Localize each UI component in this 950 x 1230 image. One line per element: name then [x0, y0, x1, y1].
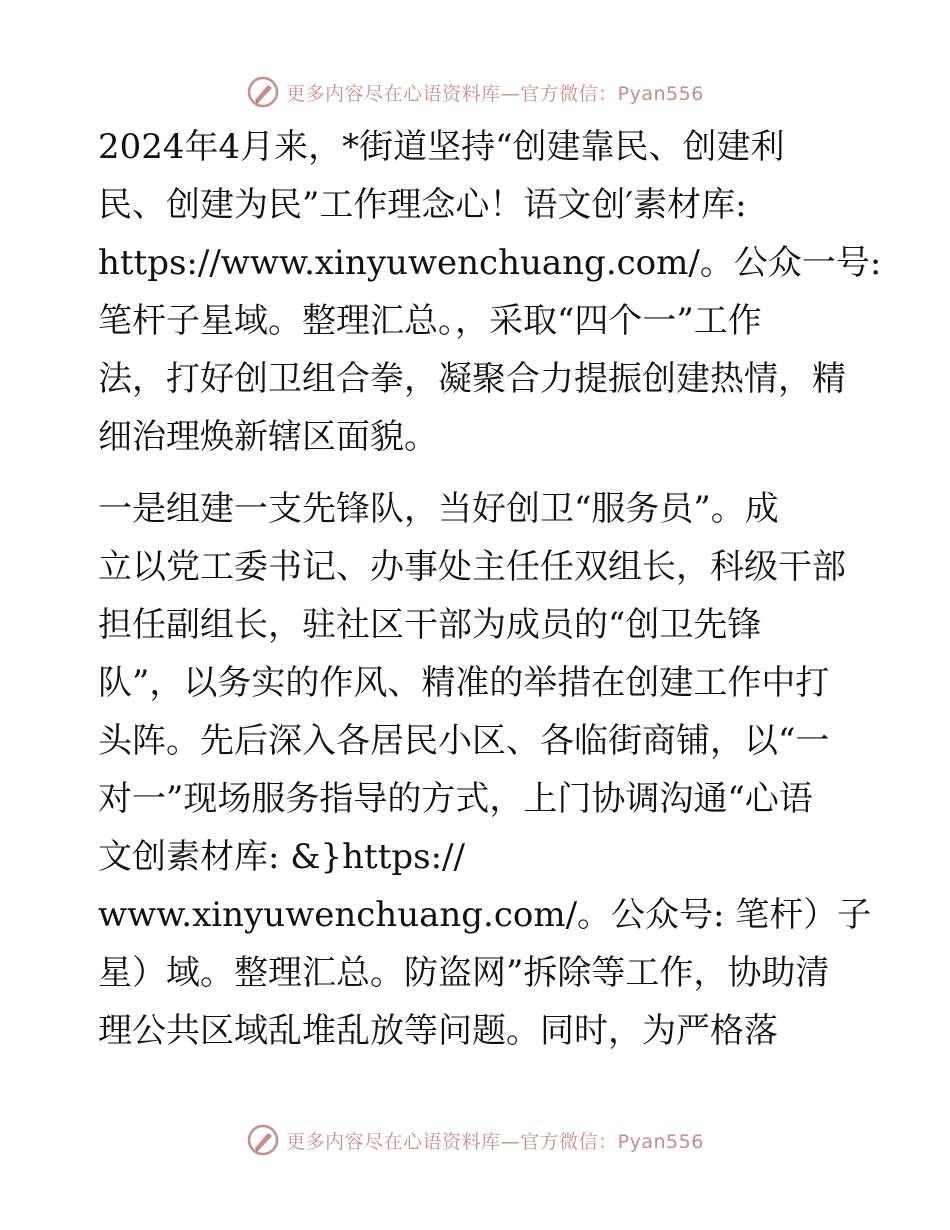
- paragraph-line: 队”，以务实的作风、精准的举措在创建工作中打: [98, 663, 830, 703]
- paragraph-line: 法，打好创卫组合拳，凝聚合力提振创建热情，精: [98, 359, 846, 399]
- document-body: [98, 118, 882, 1060]
- paragraph-spacer: [98, 466, 858, 480]
- pen-logo-icon: [246, 75, 280, 109]
- paragraph-2: [98, 480, 872, 1060]
- paragraph-line: 理公共区域乱堆乱放等问题。同时，为严格落: [98, 1011, 778, 1051]
- header-watermark-text: 更多内容尽在心语资料库—官方微信：Pyan556: [286, 82, 704, 105]
- paragraph-line: 细治理焕新辖区面貌。: [98, 417, 438, 457]
- paragraph-line: https://www.xinyuwenchuang.com/。公众一号:: [98, 243, 882, 283]
- paragraph-line: 民、创建为民”工作理念心！语文创′素材库:: [98, 185, 747, 225]
- paragraph-line: 文创素材库: &}https://: [98, 837, 465, 877]
- paragraph-line: www.xinyuwenchuang.com/。公众号: 笔杆）子: [98, 895, 872, 935]
- header-watermark-banner: [0, 72, 950, 112]
- paragraph-line: 笔杆子星域。整理汇总。，采取“四个一”工作: [98, 301, 762, 341]
- paragraph-line: 2024年4月来，*街道坚持“创建靠民、创建利: [98, 127, 785, 167]
- paragraph-1: [98, 118, 882, 466]
- paragraph-line: 立以党工委书记、办事处主任任双组长，科级干部: [98, 547, 846, 587]
- paragraph-line: 星）域。整理汇总。防盗网”拆除等工作，协助清: [98, 953, 830, 993]
- paragraph-line: 一是组建一支先锋队，当好创卫“服务员”。成: [98, 489, 779, 529]
- pen-logo-icon: [246, 1123, 280, 1157]
- footer-watermark-text: 更多内容尽在心语资料库—官方微信：Pyan556: [286, 1130, 704, 1153]
- paragraph-line: 头阵。先后深入各居民小区、各临街商铺，以“一: [98, 721, 830, 761]
- footer-watermark-banner: [0, 1120, 950, 1160]
- paragraph-line: 担任副组长，驻社区干部为成员的“创卫先锋: [98, 605, 762, 645]
- paragraph-line: 对一”现场服务指导的方式，上门协调沟通“心语: [98, 779, 813, 819]
